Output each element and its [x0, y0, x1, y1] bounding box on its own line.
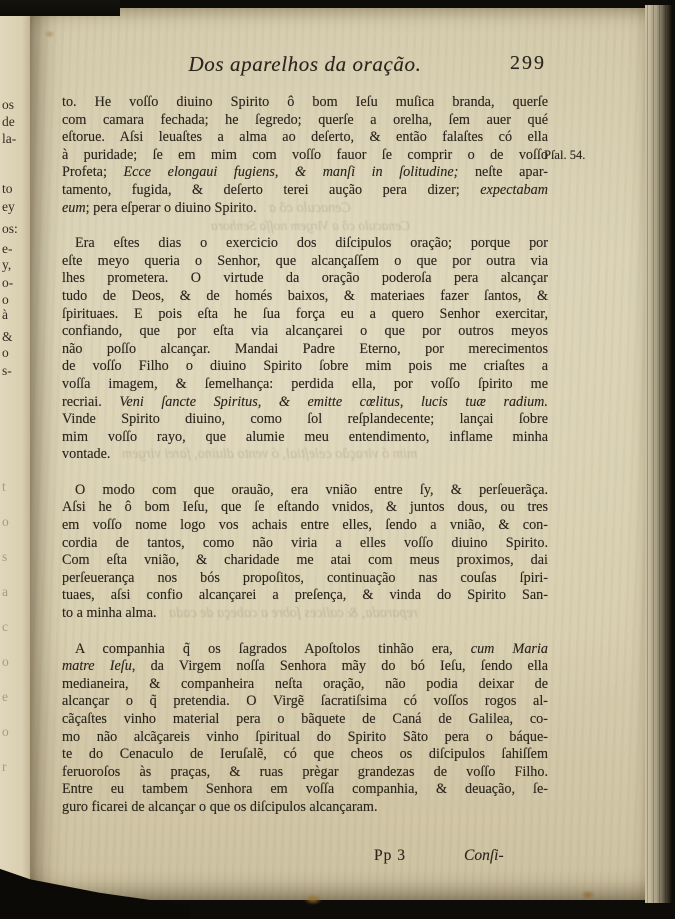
text-line — [62, 605, 548, 623]
paragraph — [62, 641, 548, 817]
printed-area — [30, 8, 652, 900]
line-segment: eſtorue. Aſsi leuaſtes a alma ao deſerto, & então falaſtes có ella — [62, 129, 548, 146]
text-line — [62, 253, 548, 271]
bleedthrough-text: Cenaculo cõ a Virgem noſſa Senhora — [211, 218, 411, 234]
line-segment: Veni ſancte Spiritus, & emitte cœlitus, lucis tuæ radium. — [119, 393, 548, 410]
text-line — [62, 499, 548, 517]
line-segment: eum — [62, 199, 86, 216]
text-line — [62, 94, 548, 112]
line-segment: guro ficarei de alcançar o que os diſcipulos alcançaram. — [62, 798, 378, 815]
edge-fragment: s — [2, 549, 8, 564]
text-line — [62, 535, 548, 553]
line-segment: recriai. — [62, 393, 120, 410]
line-segment: Vinde Spirito diuino, como ſol reſplandecente; lançai ſobre — [62, 411, 548, 428]
line-segment: expectabam — [480, 181, 548, 198]
text-line — [62, 429, 548, 447]
edge-fragment: o — [2, 345, 9, 360]
line-segment: vontade. — [62, 446, 111, 463]
signature-mark: Pp 3 — [374, 846, 406, 864]
page-number: 299 — [510, 52, 546, 74]
line-segment: Entre eu tambem Senhora em voſſa companhia, & deuação, ſe- — [62, 781, 548, 798]
edge-fragment: t — [2, 479, 6, 494]
line-segment: ſpirituaes. E pois eſta he ſua força eu a quero Senhor exercitar, — [62, 305, 548, 322]
edge-fragment: e- — [2, 241, 13, 256]
line-segment: matre Ieſu — [62, 658, 132, 675]
edge-fragment: o — [2, 514, 9, 529]
paragraph-gap — [62, 623, 548, 641]
text-line — [62, 129, 548, 147]
text-line — [62, 570, 548, 588]
text-line — [62, 482, 548, 500]
text-line — [62, 781, 548, 799]
line-segment: perſeuerança nos bós propoſitos, continuação nas couſas ſpiri- — [62, 569, 548, 586]
text-line — [62, 270, 548, 288]
line-segment: voſſa imagem, & ſemelhança: perdida ella, por voſſo ſpirito me — [62, 375, 548, 392]
text-line — [62, 376, 548, 394]
fore-edge-page-stack — [645, 5, 672, 903]
bleedthrough-text: reparada, & calices ſobre a cabeça de cada — [168, 605, 418, 622]
edge-fragment: os — [2, 97, 15, 112]
line-segment: tudo de Deos, & de homés baixos, & materiaes fazer ſantos, & — [62, 287, 548, 304]
line-segment: Com eſta vnião, & charidade me atai com meus proximos, dai — [62, 552, 548, 569]
text-line — [62, 411, 548, 429]
text-line — [62, 658, 548, 676]
text-line — [62, 517, 548, 535]
page-header — [62, 52, 548, 82]
text-line — [62, 323, 548, 341]
text-line — [62, 729, 548, 747]
text-line — [62, 112, 548, 130]
line-segment: não poſſo alcançar. Mandai Padre Eterno, por merecimentos — [62, 340, 548, 357]
text-line — [62, 641, 548, 659]
text-line — [62, 446, 548, 464]
margin-note: Pſal. 54. — [544, 148, 586, 162]
line-segment: Aſsi he ô bom Ieſu, que ſe eſtando vnidos, & juntos dous, ou tres — [62, 499, 548, 516]
line-segment: eſte meyo queria o Senhor, que alcançaſſem o que por outra via — [62, 252, 548, 269]
line-segment: mo não alcãçareis vinho ſpiritual do Spirito Sãto pera o báque- — [62, 728, 548, 745]
catchword: Conſi- — [464, 846, 504, 864]
edge-fragment: la- — [2, 131, 17, 146]
edge-fragment: to — [2, 181, 13, 196]
text-line — [62, 164, 548, 182]
line-segment: A companhia q̃ os ſagrados Apoſtolos tinhão era, — [75, 640, 471, 657]
line-segment: tuaes, aſsi confio alcançarei a preſença, & vinda do Spirito San- — [62, 587, 548, 604]
line-segment: de voſſo Filho o diuino Spirito ſobre mim pois me criaſtes a — [62, 358, 548, 375]
running-title: Dos aparelhos da oração. — [188, 52, 422, 76]
edge-fragment: r — [2, 759, 7, 774]
line-segment: Era eſtes dias o exercicio dos diſcipulos oração; porque por — [75, 235, 548, 252]
paragraph — [62, 94, 548, 217]
text-line — [62, 693, 548, 711]
edge-fragment: o — [2, 654, 9, 669]
text-block — [62, 94, 548, 869]
text-line — [62, 676, 548, 694]
line-segment: to. He voſſo diuino Spirito ô bom Ieſu muſica branda, querſe — [62, 94, 548, 110]
text-line — [62, 147, 548, 165]
text-line — [62, 358, 548, 376]
edge-fragment: de — [2, 114, 15, 129]
text-line — [62, 711, 548, 729]
line-segment: em voſſo nome logo vos achais entre elles, ſendo a vnião, & con- — [62, 517, 548, 534]
text-line — [62, 182, 548, 200]
bleedthrough-text: mim ó viração celeſtial, ó vento diuino, farei virgem — [122, 446, 418, 463]
text-line — [62, 587, 548, 605]
line-segment: tamento, fugida, & deſerto terei aução pera dizer; — [62, 181, 481, 198]
edge-fragment: y, — [2, 257, 12, 272]
text-line — [62, 394, 548, 412]
line-segment: cordia de tantos, como não viria a elles voſſo diuino Spirito. — [62, 534, 548, 551]
line-segment: lhes prometera. O virtude da oração poderoſa pera alcançar — [62, 270, 548, 287]
text-line — [62, 288, 548, 306]
edge-fragment: a — [2, 584, 8, 599]
paragraph — [62, 235, 548, 464]
line-segment: O modo com que orauão, era vnião entre ſy, & perſeuerãça. — [75, 481, 548, 498]
line-segment: mim voſſo rayo, que alumie meu entendimento, inflame minha — [62, 428, 548, 445]
text-line — [62, 552, 548, 570]
edge-fragment: o- — [2, 275, 14, 290]
footer-row — [62, 847, 548, 869]
text-line — [62, 235, 548, 253]
text-line — [62, 200, 548, 218]
text-line — [62, 306, 548, 324]
line-segment: ; pera eſperar o diuino Spirito. — [85, 199, 257, 216]
line-segment: cum Maria — [470, 640, 548, 657]
line-segment: à puridade; ſe em mim com voſſo fauor ſe comprir o de voſſo — [62, 146, 548, 163]
line-segment: com camara fechada; he ſegredo; querſe a orelha, ſem auer qué — [62, 111, 548, 128]
edge-fragment: os: — [2, 221, 18, 236]
line-segment: , da Virgem noſſa Senhora mãy do bó Ieſu, ſendo ella — [131, 658, 548, 675]
line-segment: Profeta; — [62, 164, 124, 181]
edge-fragment: & — [2, 329, 13, 344]
edge-fragment: ey — [2, 199, 15, 214]
line-segment: alcançar o q̃ pretendia. O Virgẽ ſacratiſsima có voſſos rogos al- — [62, 693, 548, 710]
edge-fragment: c — [2, 619, 8, 634]
edge-fragment: e — [2, 689, 8, 704]
text-line — [62, 799, 548, 817]
edge-fragment: o — [2, 292, 9, 307]
edge-fragment: s- — [2, 363, 12, 378]
line-segment: te do Cenaculo de Ieruſalẽ, có que cheos os diſcipulos ſahiſſem — [62, 746, 548, 763]
text-line — [62, 746, 548, 764]
edge-fragment: à — [2, 307, 8, 322]
paragraph-gap — [62, 217, 548, 235]
paragraph-gap — [62, 464, 548, 482]
text-line — [62, 764, 548, 782]
line-segment: confiando, que por eſta via alcançarei o que por outros meyos — [62, 323, 548, 340]
line-segment: medianeira, & companheira neſta oração, não podia deixar de — [62, 675, 548, 692]
bleedthrough-text: Cenaculo cõ a — [268, 199, 351, 216]
line-segment: cãçaſtes vinho material pera o bãquete de Caná de Galilea, co- — [62, 711, 548, 727]
paragraph — [62, 482, 548, 623]
book-page — [30, 8, 652, 900]
line-segment: Ecce elongaui fugiens, & manſi in ſolitudine; — [123, 164, 459, 181]
line-segment: neſte apar- — [458, 164, 548, 181]
text-line — [62, 341, 548, 359]
line-segment: to a minha alma. — [62, 605, 157, 622]
line-segment: feruoroſos às praças, & ruas prègar grandezas de voſſo Filho. — [62, 763, 548, 780]
cover-corner-shadow — [0, 0, 120, 16]
edge-fragment: o — [2, 724, 9, 739]
